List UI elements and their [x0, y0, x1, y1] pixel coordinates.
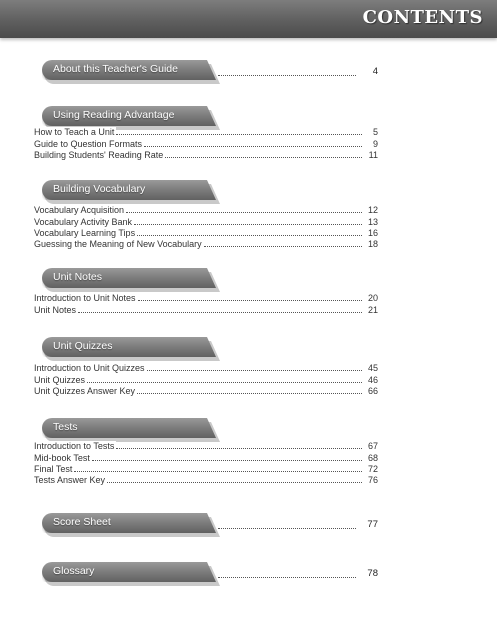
- toc-entry[interactable]: [218, 66, 378, 78]
- dot-leader: [92, 460, 362, 461]
- section-label: Building Vocabulary: [53, 183, 146, 195]
- page-number: 77: [367, 519, 378, 530]
- section-label: Tests: [53, 421, 78, 433]
- section-unit-notes: [0, 268, 497, 292]
- dot-leader: [74, 471, 362, 472]
- section-label: About this Teacher's Guide: [53, 63, 178, 75]
- entry-title: Vocabulary Learning Tips: [34, 227, 136, 238]
- dot-leader: [78, 312, 362, 313]
- dot-leader: [137, 393, 362, 394]
- page-number: 16: [367, 227, 378, 238]
- entry-title: Unit Quizzes Answer Key: [34, 385, 136, 396]
- dot-leader: [126, 212, 362, 213]
- dot-leader: [116, 134, 362, 135]
- dot-leader: [134, 224, 362, 225]
- section-label: Unit Quizzes: [53, 340, 113, 352]
- entry-title: Vocabulary Acquisition: [34, 205, 125, 216]
- page-number: 67: [367, 441, 378, 452]
- toc-entry[interactable]: [34, 440, 378, 451]
- entry-title: Guide to Question Formats: [34, 138, 143, 149]
- toc-entry[interactable]: [34, 373, 378, 384]
- entry-title: How to Teach a Unit: [34, 127, 115, 138]
- toc-entry[interactable]: [34, 215, 378, 226]
- section-score-sheet: [0, 513, 497, 537]
- dot-leader: [218, 528, 356, 529]
- entry-title: Vocabulary Activity Bank: [34, 216, 133, 227]
- page-number: 9: [372, 138, 378, 149]
- toc-list: [34, 126, 378, 160]
- page-number: 78: [367, 568, 378, 579]
- entry-title: Unit Notes: [34, 304, 77, 315]
- page-number: 68: [367, 452, 378, 463]
- page-number: 66: [367, 385, 378, 396]
- dot-leader: [137, 235, 362, 236]
- toc-entry[interactable]: [34, 292, 378, 303]
- page-number: 18: [367, 239, 378, 250]
- dot-leader: [116, 448, 362, 449]
- toc-entry[interactable]: [34, 238, 378, 249]
- page-title: CONTENTS: [362, 7, 483, 28]
- dot-leader: [204, 246, 362, 247]
- page-number: 4: [372, 66, 378, 77]
- toc-entry[interactable]: [34, 137, 378, 148]
- dot-leader: [218, 75, 356, 76]
- section-label: Glossary: [53, 565, 95, 577]
- entry-title: Final Test: [34, 463, 73, 474]
- toc-entry[interactable]: [34, 149, 378, 160]
- section-label: Using Reading Advantage: [53, 109, 175, 121]
- page-number: 20: [367, 293, 378, 304]
- toc-entry[interactable]: [34, 126, 378, 137]
- toc-entry[interactable]: [218, 568, 378, 580]
- toc-entry[interactable]: [34, 463, 378, 474]
- dot-leader: [144, 146, 362, 147]
- page-number: 5: [372, 127, 378, 138]
- section-building-vocabulary: [0, 180, 497, 204]
- page-number: 72: [367, 463, 378, 474]
- toc-entry[interactable]: [34, 204, 378, 215]
- page-number: 21: [367, 304, 378, 315]
- dot-leader: [147, 370, 362, 371]
- toc-entry[interactable]: [34, 385, 378, 396]
- toc-list: [34, 440, 378, 485]
- toc-entry[interactable]: [34, 474, 378, 485]
- page-number: 45: [367, 363, 378, 374]
- entry-title: Introduction to Unit Quizzes: [34, 363, 145, 374]
- page-number: 46: [367, 374, 378, 385]
- toc-entry[interactable]: [34, 303, 378, 314]
- dot-leader: [87, 382, 362, 383]
- dot-leader: [138, 300, 362, 301]
- toc-entry[interactable]: [34, 451, 378, 462]
- entry-title: Introduction to Tests: [34, 441, 115, 452]
- page-number: 76: [367, 475, 378, 486]
- dot-leader: [107, 482, 362, 483]
- toc-list: [34, 292, 378, 315]
- entry-title: Mid-book Test: [34, 452, 90, 463]
- page-number: 13: [367, 216, 378, 227]
- dot-leader: [218, 577, 356, 578]
- entry-title: Introduction to Unit Notes: [34, 293, 136, 304]
- entry-title: Unit Quizzes: [34, 374, 86, 385]
- toc-list: [34, 204, 378, 249]
- section-label: Score Sheet: [53, 516, 111, 528]
- section-glossary: [0, 562, 497, 586]
- page-number: 11: [368, 149, 378, 160]
- page-number: 12: [367, 205, 378, 216]
- dot-leader: [165, 157, 362, 158]
- toc-entry[interactable]: [218, 519, 378, 531]
- section-label: Unit Notes: [53, 271, 103, 283]
- section-about: [0, 60, 497, 84]
- section-unit-quizzes: [0, 337, 497, 361]
- toc-list: [34, 362, 378, 396]
- entry-title: Tests Answer Key: [34, 475, 106, 486]
- section-tests: [0, 418, 497, 442]
- header-bar: [0, 0, 497, 38]
- entry-title: Guessing the Meaning of New Vocabulary: [34, 239, 202, 250]
- toc-entry[interactable]: [34, 362, 378, 373]
- toc-entry[interactable]: [34, 227, 378, 238]
- entry-title: Building Students' Reading Rate: [34, 149, 164, 160]
